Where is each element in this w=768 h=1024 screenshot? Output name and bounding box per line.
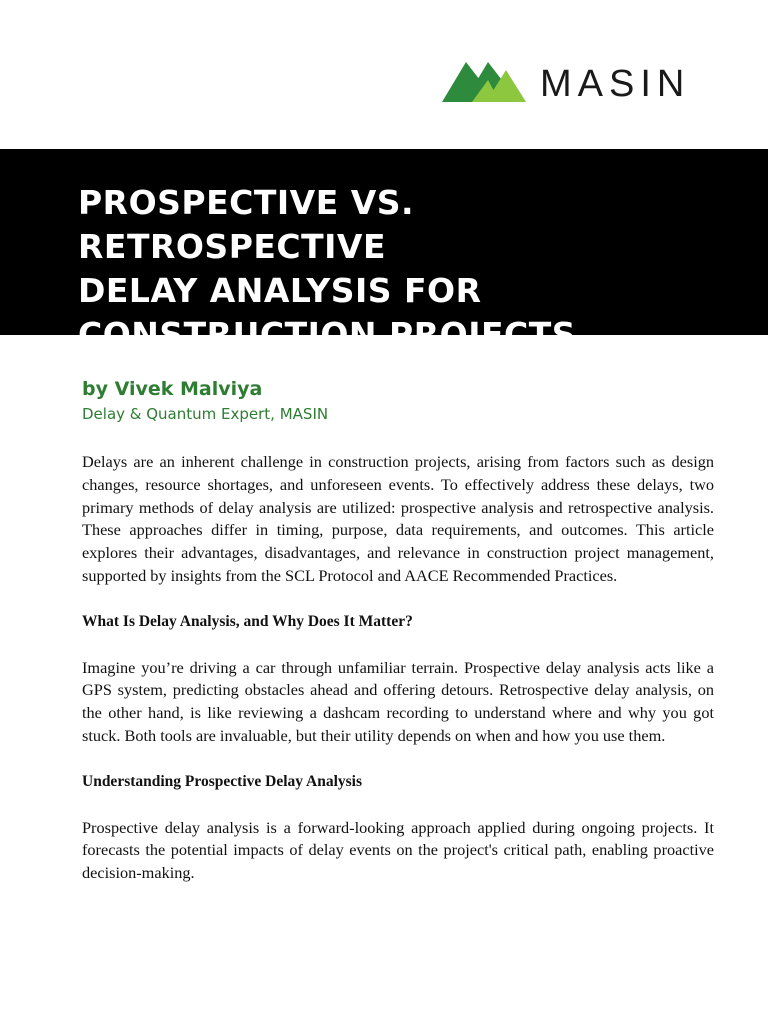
title-line-1: PROSPECTIVE VS. RETROSPECTIVE	[78, 183, 415, 266]
section-heading-prospective: Understanding Prospective Delay Analysis	[82, 772, 363, 790]
author-block	[82, 375, 702, 425]
title-banner	[0, 149, 768, 354]
masin-logo	[442, 60, 712, 106]
article-body	[82, 451, 714, 908]
author-name: by Vivek Malviya	[82, 378, 263, 400]
section-heading-delay-analysis: What Is Delay Analysis, and Why Does It Matter?	[82, 612, 413, 630]
page-title	[78, 181, 728, 357]
title-line-3: CONSTRUCTION PROJECTS	[78, 315, 577, 354]
prospective-paragraph: Prospective delay analysis is a forward-looking approach applied during ongoing projects. It forecasts the potential impacts of delay events on the project's critical path, enabling proactive decision-making.	[82, 817, 714, 883]
analogy-paragraph: Imagine you’re driving a car through unfamiliar terrain. Prospective delay analysis acts like a GPS system, predicting obstacles ahead and offering detours. Retrospective delay analysis, on the other hand, is like reviewing a dashcam recording to understand where and why you got stuck. Both tools are invaluable, but their utility depends on when and how you use them.	[82, 657, 714, 745]
intro-paragraph: Delays are an inherent challenge in construction projects, arising from factors such as design changes, resource shortages, and unforeseen events. To effectively address these delays, two primary methods of delay analysis are utilized: prospective analysis and retrospective analysis. These approaches differ in timing, purpose, data requirements, and outcomes. This article explores their advantages, disadvantages, and relevance in construction project management, supported by insights from the SCL Protocol and AACE Recommended Practices.	[82, 452, 714, 585]
masin-logo-mark-icon	[442, 60, 528, 104]
author-role: Delay & Quantum Expert, MASIN	[82, 405, 329, 423]
title-line-2: DELAY ANALYSIS FOR	[78, 271, 482, 310]
brand-wordmark: MASIN	[540, 63, 691, 105]
